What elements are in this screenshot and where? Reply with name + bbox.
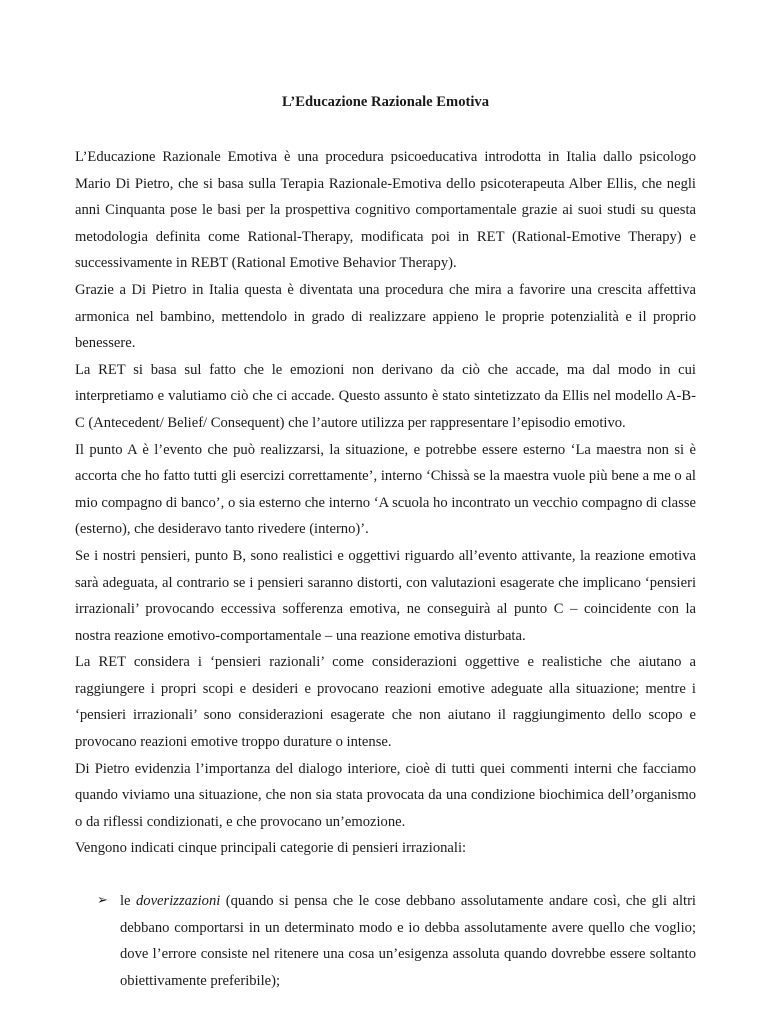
paragraph-ret-basis: La RET si basa sul fatto che le emozioni non derivano da ciò che accade, ma dal modo in cui interpretiamo e valutiamo ciò che ci accade. Questo assunto è stato sintetizzato da Ellis nel modello A-B-C (Antecedent/ Belief/ Consequent) che l’autore utilizza per rappresentare l’episodio emotivo. [75,361,696,431]
paragraph-di-pietro: Grazie a Di Pietro in Italia questa è diventata una procedura che mira a favorire una crescita affettiva armonica nel bambino, mettendolo in grado di realizzare appieno le proprie potenzialità e il proprio benessere. [75,281,696,352]
paragraph-inner-dialogue: Di Pietro evidenzia l’importanza del dialogo interiore, cioè di tutti quei commenti interni che facciamo quando viviamo una situazione, che non sia stata provocata da una condizione biochimica dell’organismo o da riflessi condizionati, e che provocano un’emozione. [75,760,696,830]
paragraph-categories-intro: Vengono indicati cinque principali categorie di pensieri irrazionali: [75,840,467,857]
paragraph-point-b: Se i nostri pensieri, punto B, sono realistici e oggettivi riguardo all’evento attivante, la reazione emotiva sarà adeguata, al contrario se i pensieri saranno distorti, con valutazioni esagerate che implicano ‘pensieri irrazionali’ provocando eccessiva sofferenza emotiva, ne conseguirà al punto C – coincidente con la nostra reazione emotivo-comportamentale – una reazione emotiva disturbata. [75,547,696,644]
paragraph-rational-thoughts: La RET considera i ‘pensieri razionali’ come considerazioni oggettive e realistiche che aiutano a raggiungere i propri scopi e desideri e provocano reazioni emotive adeguate alla situazione; mentre i ‘pensieri irrazionali’ sono considerazioni esagerate che non aiutano il raggiungimento dello scopo e provocano reazioni emotive troppo durature o intense. [75,654,696,751]
bullet-term: doverizzazioni [135,893,221,910]
document-title: L’Educazione Razionale Emotiva [281,94,490,110]
bullet-lead: le [120,893,136,910]
list-item [75,888,696,994]
bullet-text: (quando si pensa che le cose debbano assolutamente andare così, che gli altri debbano comportarsi in un determinato modo e io debba assolutamente avere quello che voglio; dove l’errore consiste nel ritenere una cosa un’esigenza assoluta quando dovrebbe essere soltanto obiettivamente preferibile); [120,893,696,989]
paragraph-point-a: Il punto A è l’evento che può realizzarsi, la situazione, e potrebbe essere esterno ‘La maestra non si è accorta che ho fatto tutti gli esercizi correttamente’, interno ‘Chissà se la maestra vuole più bene a me o al mio compagno di banco’, o sia esterno che interno ‘A scuola ho incontrato un vecchio compagno di classe (esterno), che desideravo tanto rivedere (interno)’. [75,441,696,538]
paragraph-intro: L’Educazione Razionale Emotiva è una procedura psicoeducativa introdotta in Italia dallo psicologo Mario Di Pietro, che si basa sulla Terapia Razionale-Emotiva dello psicoterapeuta Alber Ellis, che negli anni Cinquanta pose le basi per la prospettiva cognitivo comportamentale grazie ai suoi studi su questa metodologia definita come Rational-Therapy, modificata poi in RET (Rational-Emotive Therapy) e successivamente in REBT (Rational Emotive Behavior Therapy). [75,149,696,272]
irrational-thoughts-list [75,888,696,994]
arrow-bullet-icon: ➢ [97,893,108,909]
